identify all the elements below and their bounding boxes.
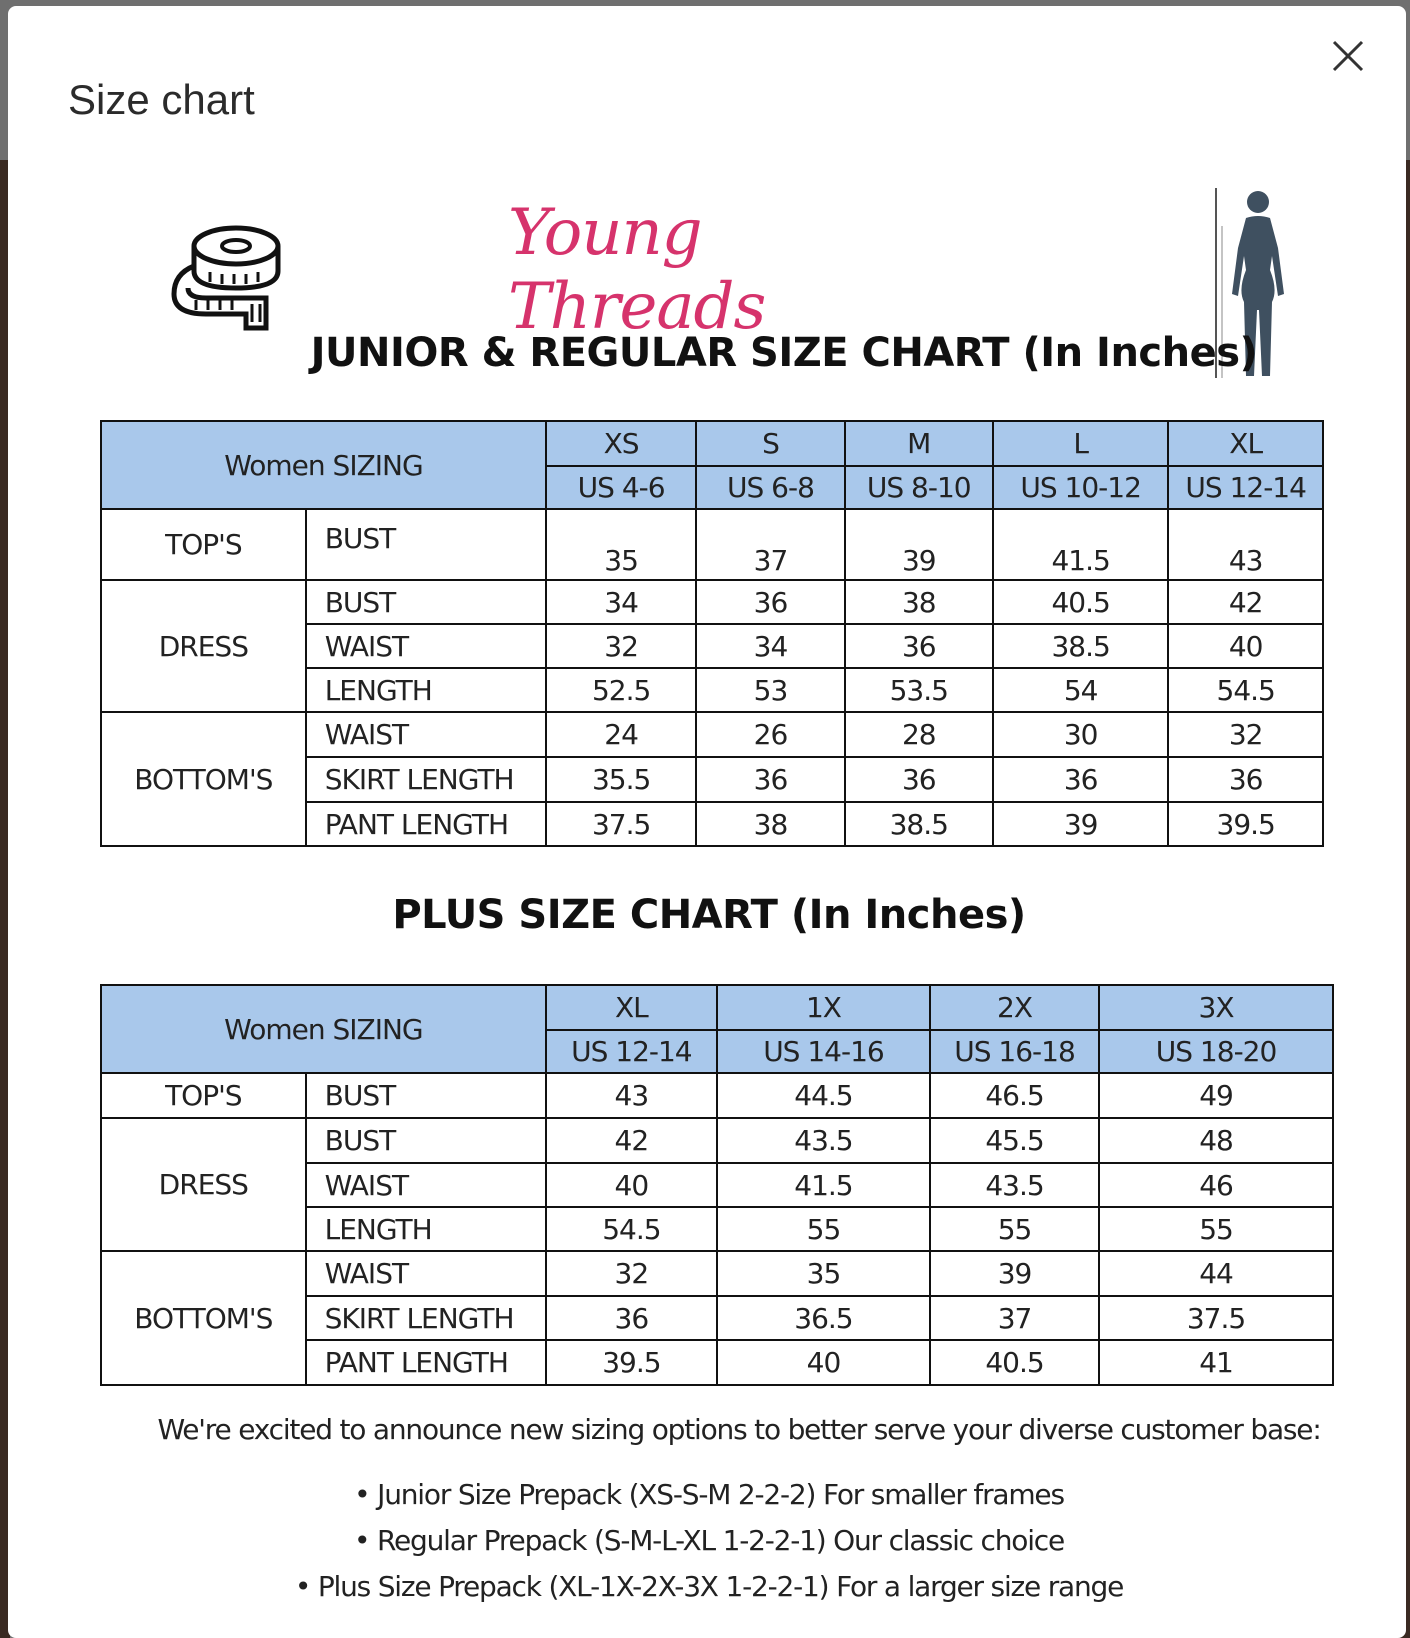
measurement-value: 41.5 xyxy=(993,509,1168,580)
measurement-value: 52.5 xyxy=(546,668,696,712)
measurement-value: 40.5 xyxy=(930,1340,1099,1385)
measurement-value: 48 xyxy=(1099,1118,1333,1163)
measurement-value: 39.5 xyxy=(1168,802,1323,846)
measurement-value: 39 xyxy=(845,509,993,580)
measurement-value: 43 xyxy=(546,1073,717,1118)
measurement-label: WAIST xyxy=(306,624,546,668)
group-label: DRESS xyxy=(101,1118,306,1251)
measurement-value: 32 xyxy=(546,1251,717,1296)
measurement-value: 39 xyxy=(930,1251,1099,1296)
measurement-value: 39 xyxy=(993,802,1168,846)
size-header: 1X xyxy=(717,985,930,1030)
measurement-value: 36 xyxy=(845,624,993,668)
measurement-value: 40.5 xyxy=(993,580,1168,624)
measurement-value: 38 xyxy=(845,580,993,624)
measurement-label: SKIRT LENGTH xyxy=(306,1296,546,1340)
measurement-value: 55 xyxy=(717,1207,930,1251)
measurement-value: 36.5 xyxy=(717,1296,930,1340)
announcement-bullet: • Regular Prepack (S-M-L-XL 1-2-2-1) Our classic choice xyxy=(353,1524,1065,1557)
measurement-value: 41 xyxy=(1099,1340,1333,1385)
measurement-value: 39.5 xyxy=(546,1340,717,1385)
size-header: S xyxy=(696,421,844,466)
size-header: M xyxy=(845,421,993,466)
measurement-value: 44.5 xyxy=(717,1073,930,1118)
measurement-label: BUST xyxy=(306,580,546,624)
measurement-value: 44 xyxy=(1099,1251,1333,1296)
measurement-value: 40 xyxy=(717,1340,930,1385)
modal-title: Size chart xyxy=(68,76,255,123)
measurement-value: 40 xyxy=(1168,624,1323,668)
table-row xyxy=(101,1073,1333,1118)
measurement-value: 36 xyxy=(1168,757,1323,802)
close-icon xyxy=(1331,39,1365,73)
measurement-value: 37 xyxy=(696,509,844,580)
measurement-value: 53.5 xyxy=(845,668,993,712)
us-size-header: US 16-18 xyxy=(930,1030,1099,1073)
measurement-value: 53 xyxy=(696,668,844,712)
size-header: 2X xyxy=(930,985,1099,1030)
plus-chart-heading: PLUS SIZE CHART (In Inches) xyxy=(392,892,1026,938)
measurement-label: SKIRT LENGTH xyxy=(306,757,546,802)
measurement-value: 36 xyxy=(546,1296,717,1340)
measurement-value: 35 xyxy=(546,509,696,580)
measurement-value: 43.5 xyxy=(930,1163,1099,1207)
measurement-label: PANT LENGTH xyxy=(306,802,546,846)
announcement-bullet: • Junior Size Prepack (XS-S-M 2-2-2) For smaller frames xyxy=(354,1478,1064,1511)
group-label: BOTTOM'S xyxy=(101,712,306,846)
us-size-header: US 12-14 xyxy=(1168,466,1323,509)
close-button[interactable] xyxy=(1328,36,1368,76)
announcement-bullet: • Plus Size Prepack (XL-1X-2X-3X 1-2-2-1) For a larger size range xyxy=(294,1570,1124,1603)
measurement-value: 41.5 xyxy=(717,1163,930,1207)
group-label: BOTTOM'S xyxy=(101,1251,306,1385)
measuring-tape-icon xyxy=(166,216,286,336)
us-size-header: US 8-10 xyxy=(845,466,993,509)
measurement-label: BUST xyxy=(306,509,546,580)
measurement-value: 38.5 xyxy=(845,802,993,846)
measurement-value: 49 xyxy=(1099,1073,1333,1118)
measurement-value: 30 xyxy=(993,712,1168,757)
women-sizing-header: Women SIZING xyxy=(101,985,546,1073)
measurement-value: 37.5 xyxy=(1099,1296,1333,1340)
group-label: DRESS xyxy=(101,580,306,712)
us-size-header: US 6-8 xyxy=(696,466,844,509)
brand-logo: Young Threads xyxy=(508,196,766,344)
measurement-value: 34 xyxy=(546,580,696,624)
size-header: L xyxy=(993,421,1168,466)
women-sizing-header: Women SIZING xyxy=(101,421,546,509)
measurement-value: 42 xyxy=(1168,580,1323,624)
table-row xyxy=(101,580,1323,624)
table-row xyxy=(101,1251,1333,1296)
measurement-label: PANT LENGTH xyxy=(306,1340,546,1385)
measurement-label: BUST xyxy=(306,1073,546,1118)
plus-size-table xyxy=(100,984,1334,1386)
measurement-label: WAIST xyxy=(306,1163,546,1207)
group-label: TOP'S xyxy=(101,509,306,580)
size-header: XS xyxy=(546,421,696,466)
measurement-value: 37 xyxy=(930,1296,1099,1340)
measurement-label: BUST xyxy=(306,1118,546,1163)
table-row xyxy=(101,712,1323,757)
size-header: 3X xyxy=(1099,985,1333,1030)
measurement-value: 36 xyxy=(845,757,993,802)
measurement-value: 34 xyxy=(696,624,844,668)
junior-chart-heading: JUNIOR & REGULAR SIZE CHART (In Inches) xyxy=(310,330,1258,376)
measurement-label: LENGTH xyxy=(306,668,546,712)
measurement-value: 54.5 xyxy=(546,1207,717,1251)
size-header: XL xyxy=(546,985,717,1030)
measurement-value: 43.5 xyxy=(717,1118,930,1163)
us-size-header: US 10-12 xyxy=(993,466,1168,509)
measurement-value: 26 xyxy=(696,712,844,757)
measurement-value: 36 xyxy=(993,757,1168,802)
measurement-value: 43 xyxy=(1168,509,1323,580)
measurement-label: LENGTH xyxy=(306,1207,546,1251)
measurement-value: 55 xyxy=(1099,1207,1333,1251)
table-row xyxy=(101,509,1323,580)
size-header: XL xyxy=(1168,421,1323,466)
measurement-value: 54 xyxy=(993,668,1168,712)
measurement-value: 40 xyxy=(546,1163,717,1207)
measurement-value: 42 xyxy=(546,1118,717,1163)
measurement-value: 28 xyxy=(845,712,993,757)
measurement-value: 46 xyxy=(1099,1163,1333,1207)
measurement-value: 38.5 xyxy=(993,624,1168,668)
measurement-value: 46.5 xyxy=(930,1073,1099,1118)
measurement-value: 54.5 xyxy=(1168,668,1323,712)
measurement-value: 35 xyxy=(717,1251,930,1296)
measurement-label: WAIST xyxy=(306,712,546,757)
size-chart-image xyxy=(78,186,1340,1638)
us-size-header: US 12-14 xyxy=(546,1030,717,1073)
measurement-label: WAIST xyxy=(306,1251,546,1296)
measurement-value: 55 xyxy=(930,1207,1099,1251)
us-size-header: US 4-6 xyxy=(546,466,696,509)
measurement-value: 32 xyxy=(546,624,696,668)
measurement-value: 32 xyxy=(1168,712,1323,757)
group-label: TOP'S xyxy=(101,1073,306,1118)
junior-size-table xyxy=(100,420,1324,847)
measurement-value: 37.5 xyxy=(546,802,696,846)
measurement-value: 38 xyxy=(696,802,844,846)
measurement-value: 45.5 xyxy=(930,1118,1099,1163)
table-row xyxy=(101,1118,1333,1163)
measurement-value: 36 xyxy=(696,757,844,802)
measurement-value: 36 xyxy=(696,580,844,624)
measurement-value: 35.5 xyxy=(546,757,696,802)
us-size-header: US 14-16 xyxy=(717,1030,930,1073)
announcement-intro: We're excited to announce new sizing options to better serve your diverse customer base: xyxy=(157,1413,1321,1446)
size-chart-modal xyxy=(8,6,1406,1638)
us-size-header: US 18-20 xyxy=(1099,1030,1333,1073)
measurement-value: 24 xyxy=(546,712,696,757)
